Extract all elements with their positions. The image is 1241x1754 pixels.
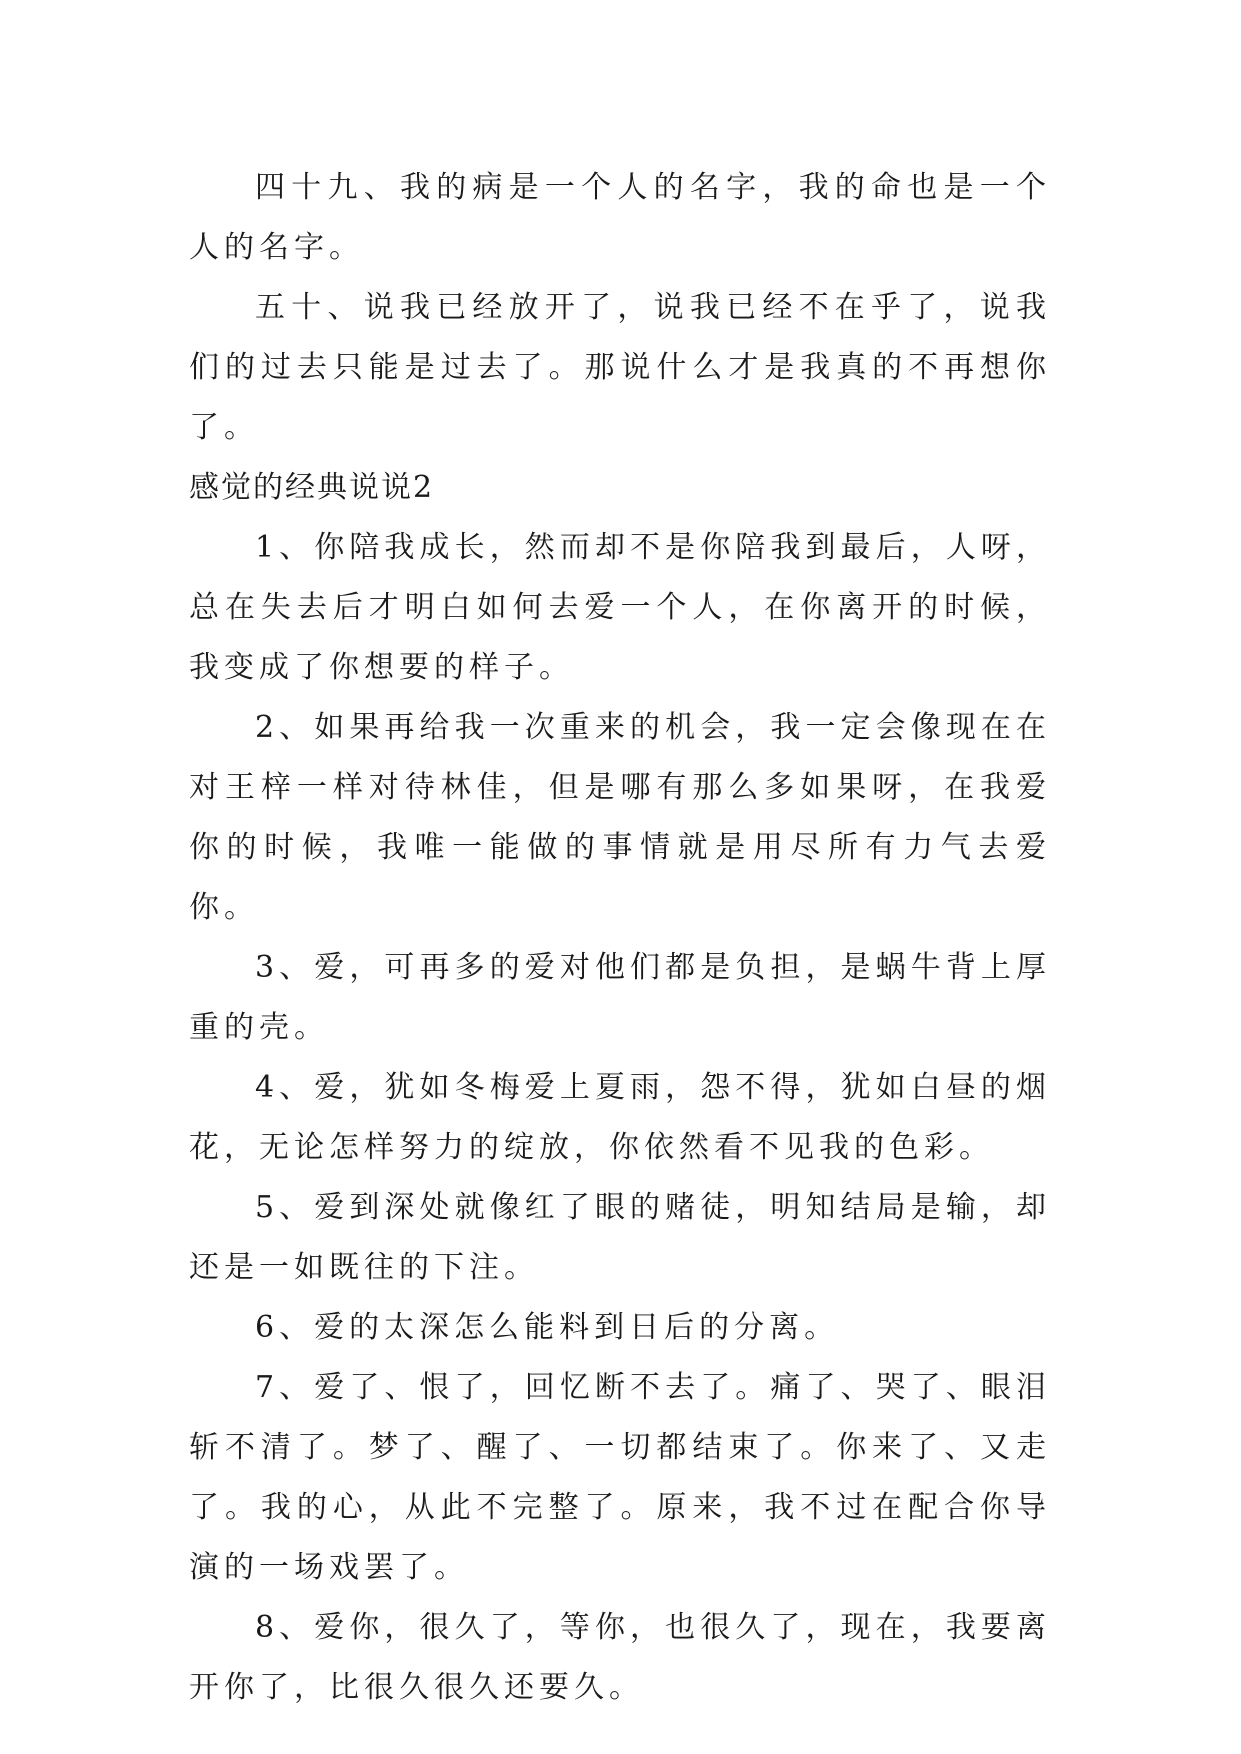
document-page: [189, 158, 1051, 1718]
paragraph-50: 五十、说我已经放开了，说我已经不在乎了，说我们的过去只能是过去了。那说什么才是我真的不再想你了。: [189, 290, 1051, 445]
paragraph-8: 8、爱你，很久了，等你，也很久了，现在，我要离开你了，比很久很久还要久。: [189, 1610, 1051, 1705]
paragraph-2: 2、如果再给我一次重来的机会，我一定会像现在在对王梓一样对待林佳，但是哪有那么多如果呀，在我爱你的时候，我唯一能做的事情就是用尽所有力气去爱你。: [189, 710, 1051, 925]
paragraph-5: 5、爱到深处就像红了眼的赌徒，明知结局是输，却还是一如既往的下注。: [189, 1190, 1051, 1285]
paragraph-7: 7、爱了、恨了，回忆断不去了。痛了、哭了、眼泪斩不清了。梦了、醒了、一切都结束了。你来了、又走了。我的心，从此不完整了。原来，我不过在配合你导演的一场戏罢了。: [189, 1370, 1051, 1585]
paragraph-49: 四十九、我的病是一个人的名字，我的命也是一个人的名字。: [189, 170, 1051, 265]
paragraph-3: 3、爱，可再多的爱对他们都是负担，是蜗牛背上厚重的壳。: [189, 950, 1051, 1045]
paragraph-6: 6、爱的太深怎么能料到日后的分离。: [255, 1310, 840, 1345]
paragraph-4: 4、爱，犹如冬梅爱上夏雨，怨不得，犹如白昼的烟花，无论怎样努力的绽放，你依然看不见我的色彩。: [189, 1070, 1051, 1165]
section-heading: 感觉的经典说说2: [189, 470, 435, 505]
paragraph-1: 1、你陪我成长，然而却不是你陪我到最后，人呀，总在失去后才明白如何去爱一个人，在你离开的时候，我变成了你想要的样子。: [189, 530, 1051, 685]
